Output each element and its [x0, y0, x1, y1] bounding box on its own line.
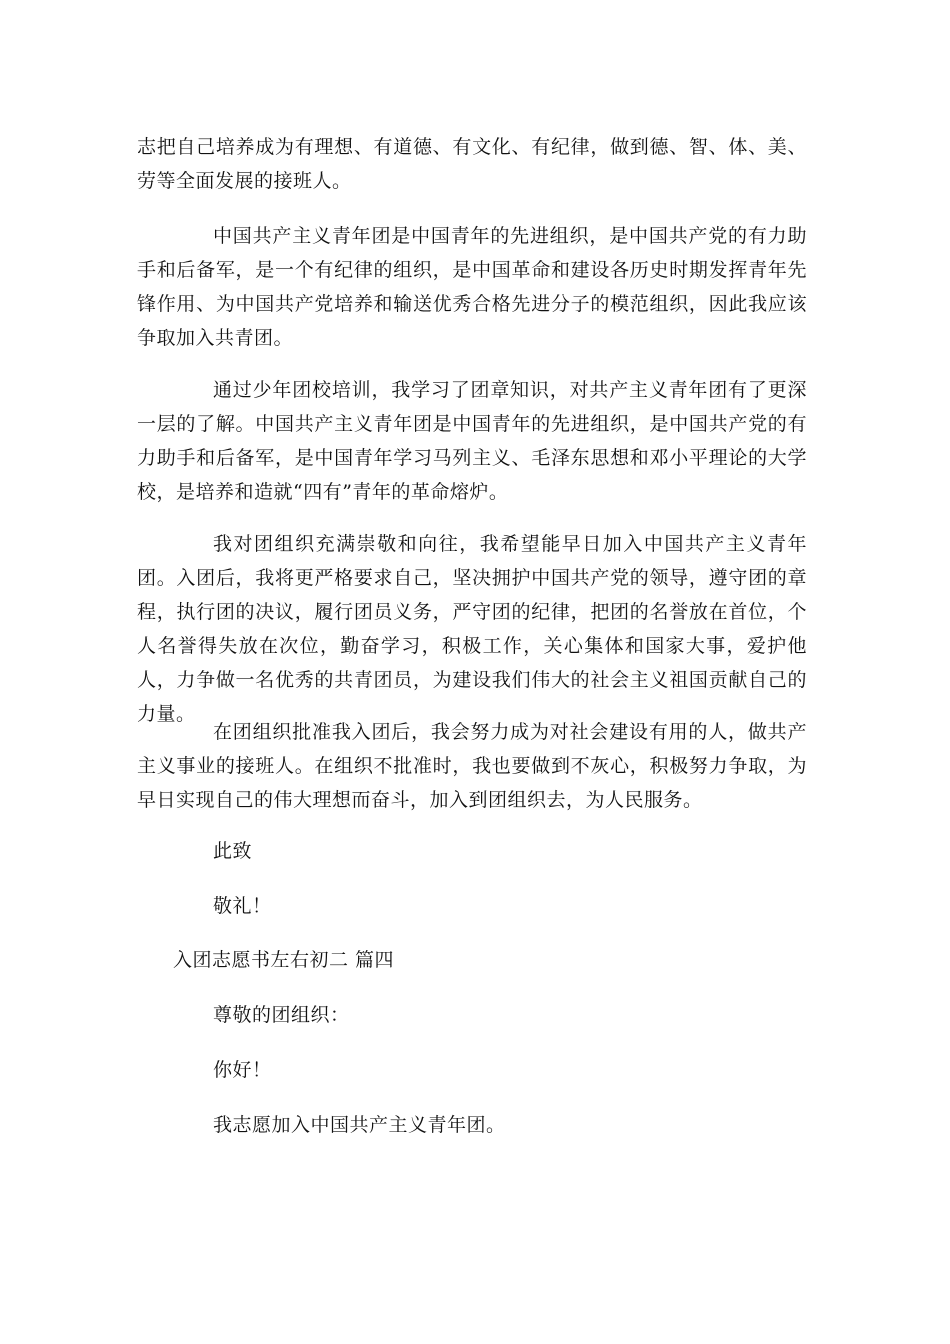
- paragraph-training: 通过少年团校培训，我学习了团章知识，对共产主义青年团有了更深一层的了解。中国共产主义青年团是中国青年的先进组织，是中国共产党的有力助手和后备军，是中国青年学习马列主义、毛泽东思想和邓小平理论的大学校，是培养和造就“四有”青年的革命熔炉。: [137, 379, 807, 503]
- section-heading: 入团志愿书左右初二 篇四: [173, 949, 395, 971]
- closing-regards-1: 此致: [213, 840, 253, 862]
- opening-line: 我志愿加入中国共产主义青年团。: [213, 1114, 506, 1136]
- greeting: 你好！: [213, 1059, 272, 1081]
- closing-regards-2: 敬礼！: [213, 895, 272, 917]
- salutation: 尊敬的团组织：: [213, 1004, 350, 1026]
- paragraph-youth-league-intro: 中国共产主义青年团是中国青年的先进组织，是中国共产党的有力助手和后备军，是一个有纪律的组织，是中国革命和建设各历史时期发挥青年先锋作用、为中国共产党培养和输送优秀合格先进分子的模范组织，因此我应该争取加入共青团。: [137, 225, 807, 349]
- paragraph-aspiration: 我对团组织充满崇敬和向往，我希望能早日加入中国共产主义青年团。入团后，我将更严格要求自己，坚决拥护中国共产党的领导，遵守团的章程，执行团的决议，履行团员义务，严守团的纪律，把团的名誉放在首位，个人名誉得失放在次位，勤奋学习，积极工作，关心集体和国家大事，爱护他人，力争做一名优秀的共青团员，为建设我们伟大的社会主义祖国贡献自己的力量。: [137, 533, 807, 725]
- paragraph-continuation: 志把自己培养成为有理想、有道德、有文化、有纪律，做到德、智、体、美、劳等全面发展的接班人。: [137, 136, 807, 192]
- paragraph-commitment: 在团组织批准我入团后，我会努力成为对社会建设有用的人，做共产主义事业的接班人。在组织不批准时，我也要做到不灰心，积极努力争取，为早日实现自己的伟大理想而奋斗，加入到团组织去，为人民服务。: [137, 721, 807, 811]
